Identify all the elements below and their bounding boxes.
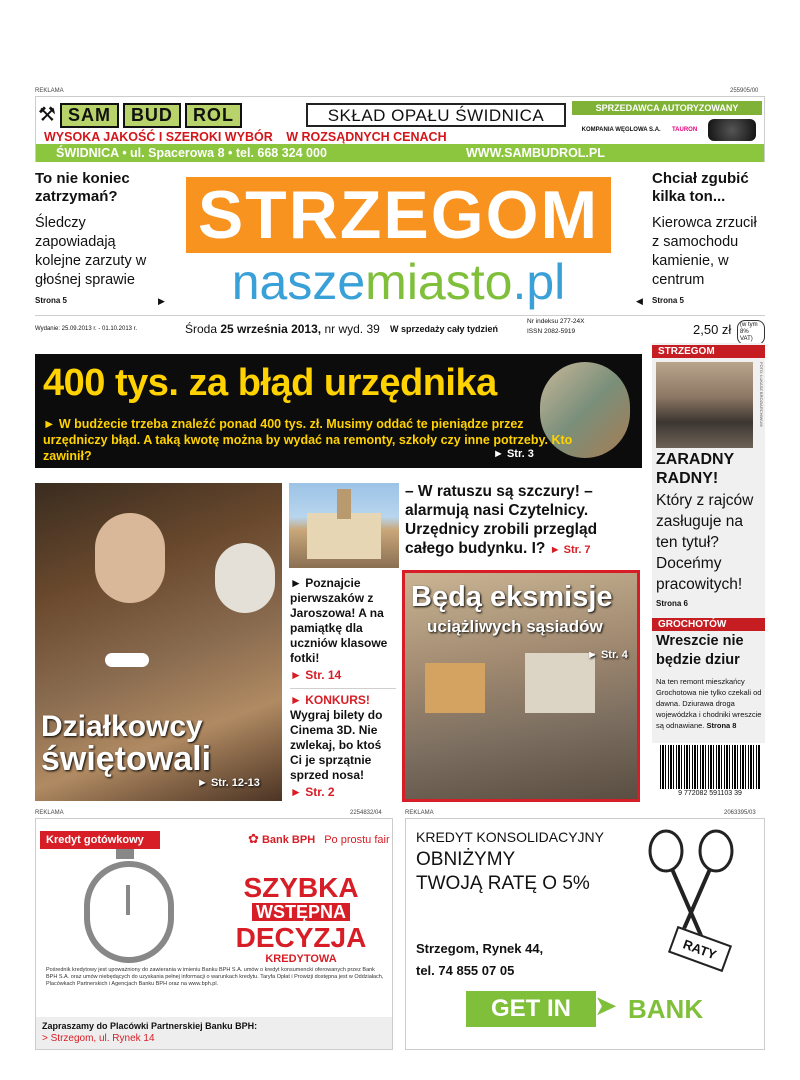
eviction-photo[interactable] [402,570,640,802]
caption-line-2: świętowali [41,740,212,778]
edition-dates: Wydanie: 25.09.2013 r. - 01.10.2013 r. [35,326,138,332]
bph-fine-print: Pośrednik kredytowy jest upoważniony do zawierania w imieniu Banku BPH S.A. umów o kredyt konsumencki oferowanych przez Bank BPH S.A. oraz umów niebędących do uzyskania pełnej informacji o warunkach kredytu. Taryfa Opłat i Prowizji dostępna jest w Oddziałach, Placówkach Partnerskich i Agencjach Banku BPH oraz na www.bph.pl. [46,967,384,987]
grochotow-text [656,676,764,731]
getin-phone: tel. 74 855 07 05 [416,963,515,978]
bph-bank: Bank BPH [261,834,316,846]
brand-word-1: SAM [60,103,119,128]
ad-address-bar [36,144,764,162]
bph-logo [248,831,390,847]
eviction-headline-1: Będą eksmisje [411,581,613,613]
ad-label: REKLAMA [405,810,434,816]
ad-code: 2254832/04 [350,810,382,816]
plate [105,653,149,667]
ad-code: 255905/00 [730,88,759,94]
cabinet [425,663,485,713]
authorized-seller: SPRZEDAWCA AUTORYZOWANY [572,101,762,115]
jaroszow-text: ► Poznajcie pierwszaków z Jaroszowa! A na pamiątkę dla uczniów klasowe fotki! [290,576,388,665]
right-teaser[interactable] [652,170,767,305]
jaroszow-teaser[interactable] [290,576,396,683]
index-1: Nr indeksu 277-24X [527,318,585,325]
getin-logo-left: GET IN [466,991,596,1027]
slogan-2: W ROZSĄDNYCH CENACH [286,130,447,144]
getin-logo-right: BANK [628,994,704,1024]
vat-info: (w tym 8% VAT) [737,320,765,345]
site-part-1: nasze [231,254,366,310]
eviction-headline-2: uciążliwych sąsiadów [427,617,603,636]
ad-website[interactable]: WWW.SAMBUDROL.PL [466,146,605,160]
ad-slogan [44,130,564,144]
left-teaser-page: Strona 5 [35,296,68,305]
town-hall-photo [289,483,399,568]
council-photo [656,362,753,448]
getin-line-1: KREDYT KONSOLIDACYJNY [416,829,605,845]
arrow-right-icon: ➤ [594,990,618,1021]
bph-headline [221,873,381,966]
slogan-1: WYSOKA JAKOŚĆ I SZEROKI WYBÓR [44,130,273,144]
day: Środa [185,322,218,336]
barcode-number: 9 772082 591103 39 [678,790,742,797]
konkurs-text: Wygraj bilety do Cinema 3D. Nie zwlekaj, bo ktoś Ci je sprzątnie sprzed nosa! [290,708,383,782]
masthead-site [186,255,611,310]
photo-caption [41,710,212,778]
bph-ad[interactable] [35,818,393,1050]
bph-address: > Strzegom, ul. Rynek 14 [42,1033,155,1044]
masthead-title: STRZEGOM [186,177,611,253]
dateline-date [185,322,380,336]
brand-word-2: BUD [123,103,181,128]
index-2: ISSN 2082-5919 [527,328,576,335]
grochotow-headline: Wreszcie nie będzie dziur [656,633,744,668]
coal-image [708,119,756,141]
price: 2,50 zł [693,322,732,337]
right-arrow-icon: ◀ [636,296,643,306]
grochotow-body: Na ten remont mieszkańcy Grochotowa nie tylko czekali od dawna. Dziurawa droga wojewódzka i chodniki wreszcie są odnawiane. [656,677,762,730]
hammer-icon: ⚒ [38,104,56,126]
konkurs-teaser[interactable] [290,693,396,800]
tower [337,489,351,519]
ratusz-page-ref: ► Str. 7 [549,544,591,556]
bph-line-3: DECYZJA [235,922,367,953]
window [525,653,595,713]
partner-logos [576,117,762,143]
main-headline: 400 tys. za błąd urzędnika [43,362,497,404]
bph-footer [36,1017,392,1049]
zaradny-text: Który z rajców zasługuje na ten tytuł? Doceńmy pracowitych! [656,492,754,593]
ad-code: 2063395/03 [724,810,756,816]
stopwatch-hand [126,885,130,915]
left-teaser-text: Śledczy zapowiadają kolejne zarzuty w głośnej sprawie [35,215,147,288]
bph-line-1: SZYBKA [243,872,359,903]
site-part-2: miasto [365,254,513,310]
right-teaser-headline: Chciał zgubić kilka ton... [652,170,749,205]
date: 25 września 2013, [220,322,322,336]
sklad-title: SKŁAD OPAŁU ŚWIDNICA [306,103,566,127]
stopwatch-icon [84,861,174,963]
sambudrol-ad[interactable] [35,96,765,162]
right-teaser-text: Kierowca zrzucił z samochodu kamienie, w centrum [652,215,757,288]
grochotow-label: GROCHOTÓW [652,618,765,631]
rule [35,315,765,316]
bph-invite: Zapraszamy do Placówki Partnerskiej Banku BPH: [42,1021,258,1031]
caption-line-1: Działkowcy [41,710,203,743]
grochotow-story[interactable] [656,632,764,731]
building [307,513,381,559]
grochotow-page: Strona 8 [706,721,737,730]
jaroszow-page-ref: ► Str. 14 [290,668,342,682]
barcode [660,745,760,789]
ratusz-story[interactable] [405,482,645,560]
bph-slogan: Po prostu fair [324,834,390,846]
zaradny-headline: ZARADNY RADNY! [656,451,734,487]
ad-label: REKLAMA [35,810,64,816]
konkurs-label: ► KONKURS! [290,693,370,707]
person-head [95,513,165,603]
photo-credit: FOTO: ŁUKASZ BROZ/ARCHIWUM [759,362,764,427]
issue: nr wyd. 39 [324,322,380,336]
photo-page-ref: ► Str. 12-13 [197,777,260,789]
main-page-ref: ► Str. 3 [493,448,534,460]
ratusz-headline: – W ratuszu są szczury! – alarmują nasi Czytelnicy. Urzędnicy zrobili przegląd całego budynku. I? [405,483,598,557]
getin-address: Strzegom, Rynek 44, [416,941,544,956]
kompania-logo: KOMPANIA WĘGLOWA S.A. [581,127,661,133]
bph-line-4: KREDYTOWA [265,953,337,965]
rule [290,688,396,689]
site-part-3: .pl [512,254,566,310]
brand-word-3: ROL [185,103,242,128]
getin-ad[interactable] [405,818,765,1050]
getin-line-2: OBNIŻYMY [416,849,516,870]
sambudrol-logo [38,103,300,127]
main-lead: ► W budżecie trzeba znaleźć ponad 400 tys. zł. Musimy oddać te pieniądze przez urzędniczy błąd. A taką kwotę można by wydać na remonty, szkoły czy inne potrzeby. Kto zawinił? [43,417,573,463]
left-teaser[interactable] [35,170,165,305]
dateline [35,318,765,344]
main-story[interactable] [35,354,642,468]
left-arrow-icon: ▶ [158,296,165,306]
raty-tag: RATY [668,926,732,972]
person-head [215,543,275,613]
dzialkowcy-photo[interactable] [35,483,282,801]
eviction-page-ref: ► Str. 4 [587,649,628,661]
stopwatch-button [116,849,134,859]
ad-address: ŚWIDNICA • ul. Spacerowa 8 • tel. 668 324 000 [56,146,327,160]
strzegom-label: STRZEGOM [652,345,765,358]
ad-label: REKLAMA [35,88,64,94]
zaradny-story[interactable] [656,450,766,608]
right-teaser-page: Strona 5 [652,296,685,305]
bph-line-2: WSTĘPNA [252,903,350,921]
tauron-logo: TAURON [671,127,698,133]
sale-info: W sprzedaży cały tydzień [390,324,499,334]
konkurs-page-ref: ► Str. 2 [290,785,335,799]
bph-icon: ✿ [248,831,259,846]
zaradny-page: Strona 6 [656,599,689,608]
bph-tag: Kredyt gotówkowy [40,831,160,849]
getin-line-3: TWOJĄ RATĘ O 5% [416,873,590,894]
left-teaser-headline: To nie koniec zatrzymań? [35,170,130,205]
